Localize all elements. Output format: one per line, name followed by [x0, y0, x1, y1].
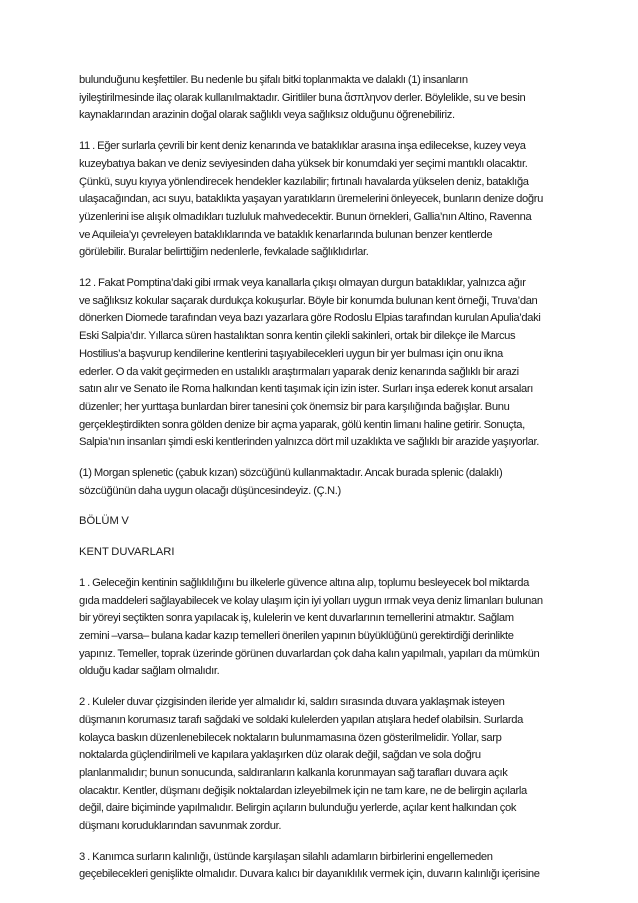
text-line: iyileştirilmesinde ilaç olarak kullanılmaktadır. Giritliler buna ἄσπληνον derler. Böylelikle, su ve besin	[79, 91, 526, 104]
paragraph	[79, 575, 562, 681]
text-line: 1 . Geleceğin kentinin sağlıklılığını bu ilkelerle güvence altına alıp, toplumu besleyecek bol miktarda	[79, 576, 529, 589]
text-line: noktalarda güçlendirilmeli ve kapılara yaklaşırken düz olarak değil, sağdan ve sola doğru	[79, 749, 481, 762]
paragraph	[79, 275, 562, 452]
text-line: Salpia’nın insanları şimdi eski kentlerinden yalnızca dört mil uzaklıkta ve sağlıklı bir arazide yaşıyorlar.	[79, 436, 539, 449]
text-line: gıda maddeleri sağlayabilecek ve kolay ulaşım için iyi yolları uygun ırmak veya deniz limanları bulunan	[79, 594, 543, 607]
paragraph	[79, 72, 562, 125]
text-line: gerçekleştirdikten sonra gölden denize bir açma yaparak, gölü kentin limanı haline getirir. Sonuçta,	[79, 418, 525, 431]
text-line: yüzenlerini ise alışık olmadıkları tuzluluk mahvedecektir. Bunun örnekleri, Gallia’nın Altino, Ravenna	[79, 210, 532, 223]
paragraph	[79, 138, 562, 262]
text-line: düşmanın korumasız tarafı sağdaki ve soldaki kulelerden yapılan atışlara hedef olabilsin. Surlarda	[79, 713, 524, 726]
section-heading	[79, 513, 562, 531]
text-line: KENT DUVARLARI	[79, 546, 175, 559]
text-line: düşmanı koruduklarından savunmak zordur.	[79, 820, 282, 833]
text-line: yapınız. Temeller, toprak üzerinde görünen duvarlardan çok daha kalın yapılmalı, yapıları da mümkün	[79, 647, 540, 660]
text-line: BÖLÜM V	[79, 515, 129, 528]
text-line: olduğu kadar sağlam olmalıdır.	[79, 665, 220, 678]
text-line: (1) Morgan splenetic (çabuk kızan) sözcüğünü kullanmaktadır. Ancak burada splenic (dalaklı)	[79, 467, 503, 480]
text-line: Hostilius’a başvurup kendilerine kentlerini taşıyabilecekleri uygun bir yer bulması için onu ikna	[79, 347, 503, 360]
text-line: olacaktır. Kentler, düşmanı değişik noktalardan izleyebilmek için ne tam kare, ne de belirgin açılarla	[79, 784, 527, 797]
text-line: ve Aquileia’yı çevreleyen bataklıklarında ve bataklık kenarlarında bulunan benzer kentlerde	[79, 228, 493, 241]
text-line: ulaşacağından, acı suyu, bataklıkta yaşayan yaratıkların üremelerini önleyecek, bunların denize doğru	[79, 193, 544, 206]
text-line: kolayca baskın düzenlenebilecek noktaların bulunmamasına özen gösterilmelidir. Yollar, sarp	[79, 731, 502, 744]
text-line: düzenler; her yurttaşa bunlardan birer tanesini çok önemsiz bir para karşılığında bağışlar. Bunu	[79, 400, 510, 413]
text-line: 3 . Kanımca surların kalınlığı, üstünde karşılaşan silahlı adamların birbirlerini engellemeden	[79, 850, 493, 863]
text-line: Çünkü, suyu kıyıya yönlendirecek hendekler kazılabilir; fırtınalı havalarda yükselen deniz, bataklığa	[79, 175, 529, 188]
paragraph	[79, 694, 562, 836]
text-line: dönerken Diomede tarafından veya bazı yazarlara göre Rodoslu Elpias tarafından kurulan Apulia’daki	[79, 312, 541, 325]
text-line: sözcüğünün daha uygun olacağı düşüncesindeyiz. (Ç.N.)	[79, 484, 341, 497]
text-line: satın alır ve Senato ile Roma halkından kenti taşımak için izin ister. Surları inşa ederek konut arsaları	[79, 383, 533, 396]
section-heading	[79, 544, 562, 562]
text-line: planlanmalıdır; bunun sonucunda, saldıranların kalkanla korunmayan sağ tarafları duvara açık	[79, 766, 508, 779]
text-line: Eski Salpia’dır. Yıllarca süren hastalıktan sonra kentin çilekli sakinleri, ortak bir dilekçe ile Marcus	[79, 330, 516, 343]
paragraph	[79, 465, 562, 500]
text-line: 11 . Eğer surlarla çevrili bir kent deniz kenarında ve bataklıklar arasına inşa edilecekse, kuzey veya	[79, 140, 526, 153]
document-body	[79, 72, 562, 884]
text-line: görülebilir. Buralar belirttiğim nedenlerle, fevkalade sağlıklıdırlar.	[79, 246, 369, 259]
text-line: zemini –varsa– bulana kadar kazıp temelleri önerilen yapının büyüklüğünü gerektirdiği derinlikte	[79, 629, 514, 642]
text-line: bir yöreyi seçtikten sonra yapılacak iş, kulelerin ve kent duvarlarının temellerini atmaktır. Sağlam	[79, 612, 514, 625]
text-line: ederler. O da vakit geçirmeden en ustalıklı araştırmaları yaparak deniz kenarında sağlıklı bir arazi	[79, 365, 519, 378]
text-line: ve sağlıksız kokular saçarak durdukça kokuşurlar. Böyle bir konumda bulunan kent örneği, Truva’dan	[79, 294, 538, 307]
text-line: kuzeybatıya bakan ve deniz seviyesinden daha yüksek bir konumdaki yer seçimi mantıklı olacaktır.	[79, 157, 528, 170]
text-line: kaynaklarından arazinin doğal olarak sağlıklı veya sağlıksız olduğunu öğrenebiliriz.	[79, 109, 455, 122]
text-line: değil, daire biçiminde yapılmalıdır. Belirgin açıların bulunduğu yerlerde, açılar kent halkından çok	[79, 802, 517, 815]
text-line: geçebilecekleri genişlikte olmalıdır. Duvara kalıcı bir dayanıklılık vermek için, duvarın kalınlığı içerisine	[79, 868, 540, 881]
text-line: 12 . Fakat Pomptina’daki gibi ırmak veya kanallarla çıkışı olmayan durgun bataklıklar, yalnızca ağır	[79, 277, 526, 290]
text-line: bulunduğunu keşfettiler. Bu nedenle bu şifalı bitki toplanmakta ve dalaklı (1) insanların	[79, 74, 468, 86]
text-line: 2 . Kuleler duvar çizgisinden ileride yer almalıdır ki, saldırı sırasında duvara yaklaşmak isteyen	[79, 696, 505, 709]
paragraph	[79, 849, 562, 884]
